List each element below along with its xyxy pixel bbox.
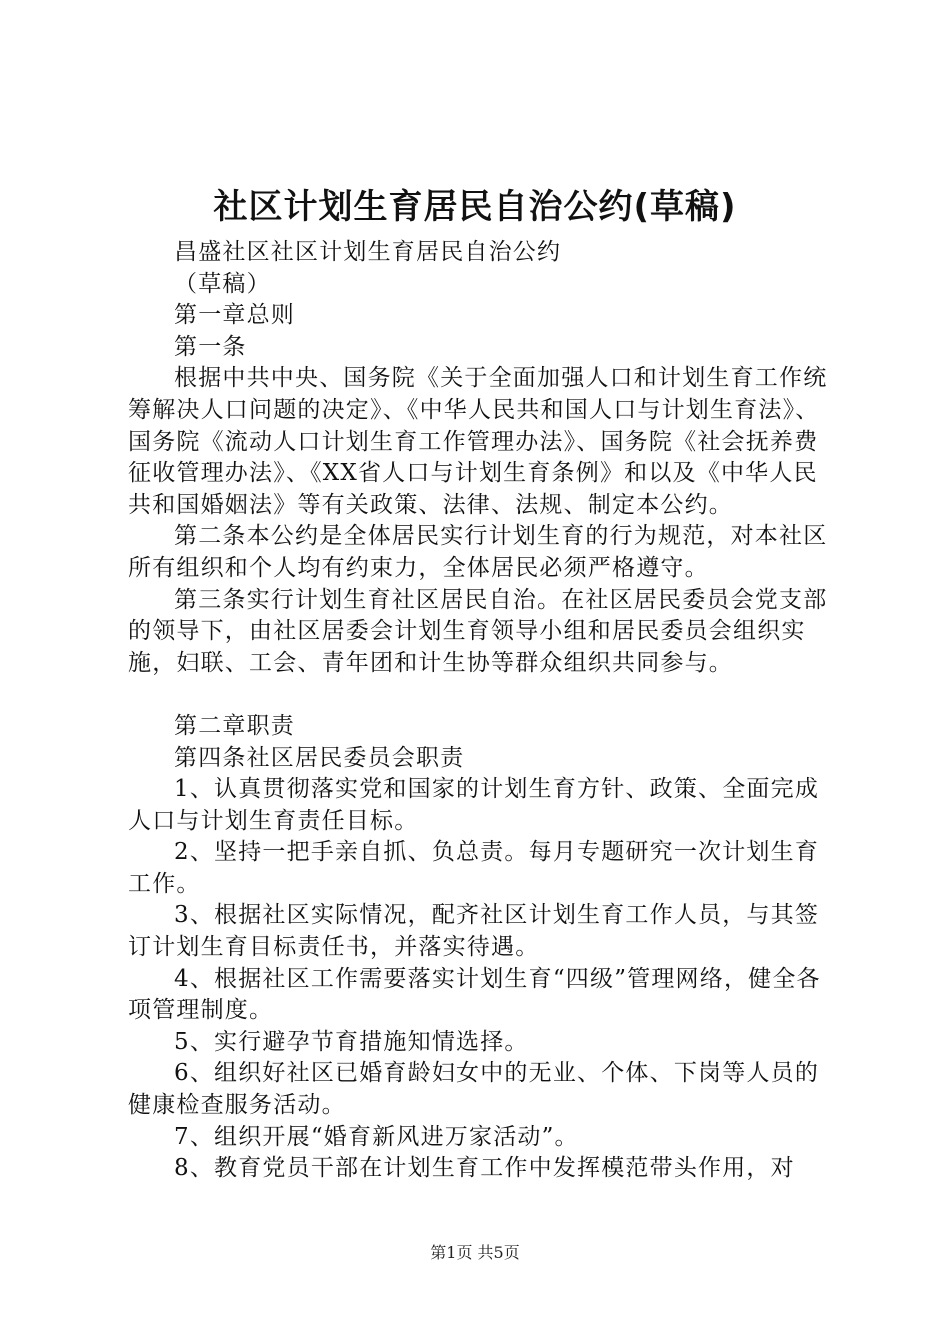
list-item: 4、根据社区工作需要落实计划生育“四级”管理网络，健全各项管理制度。	[128, 965, 821, 1024]
article-heading: 第四条社区居民委员会职责	[174, 744, 465, 771]
list-item: 1、认真贯彻落实党和国家的计划生育方针、政策、全面完成人口与计划生育责任目标。	[128, 776, 820, 834]
document-body	[128, 237, 840, 1185]
list-item: 3、根据社区实际情况，配齐社区计划生育工作人员，与其签订计划生育目标责任书，并落实待遇。	[128, 902, 820, 961]
chapter-heading: 第二章职责	[174, 712, 295, 739]
paragraph: 昌盛社区社区计划生育居民自治公约	[174, 239, 562, 265]
paragraph: （草稿）	[174, 270, 271, 297]
article-heading: 第一条	[174, 333, 247, 360]
list-item: 2、坚持一把手亲自抓、负总责。每月专题研究一次计划生育工作。	[128, 839, 820, 897]
document-title: 社区计划生育居民自治公约(草稿)	[213, 187, 737, 227]
chapter-heading: 第一章总则	[174, 302, 295, 329]
list-item: 6、组织好社区已婚育龄妇女中的无业、个体、下岗等人员的健康检查服务活动。	[128, 1060, 820, 1119]
list-item: 5、实行避孕节育措施知情选择。	[174, 1028, 529, 1055]
paragraph: 第二条本公约是全体居民实行计划生育的行为规范，对本社区所有组织和个人均有约束力，全体居民必须严格遵守。	[128, 523, 828, 581]
paragraph: 根据中共中央、国务院《关于全面加强人口和计划生育工作统筹解决人口问题的决定》、《中华人民共和国人口与计划生育法》、国务院《流动人口计划生育工作管理办法》、国务院《社会抚养费征收管理办法》、《XX省人口与计划生育条例》和以及《中华人民共和国婚姻法》等有关政策、法律、法规、制定本公约。	[128, 365, 828, 518]
page-footer: 第1页 共5页	[430, 1243, 520, 1262]
list-item: 8、教育党员干部在计划生育工作中发挥模范带头作用，对	[174, 1155, 795, 1182]
list-item: 7、组织开展“婚育新风进万家活动”。	[174, 1123, 579, 1150]
blank-line	[128, 679, 840, 711]
paragraph: 第三条实行计划生育社区居民自治。在社区居民委员会党支部的领导下，由社区居委会计划生育领导小组和居民委员会组织实施，妇联、工会、青年团和计生协等群众组织共同参与。	[128, 586, 828, 676]
